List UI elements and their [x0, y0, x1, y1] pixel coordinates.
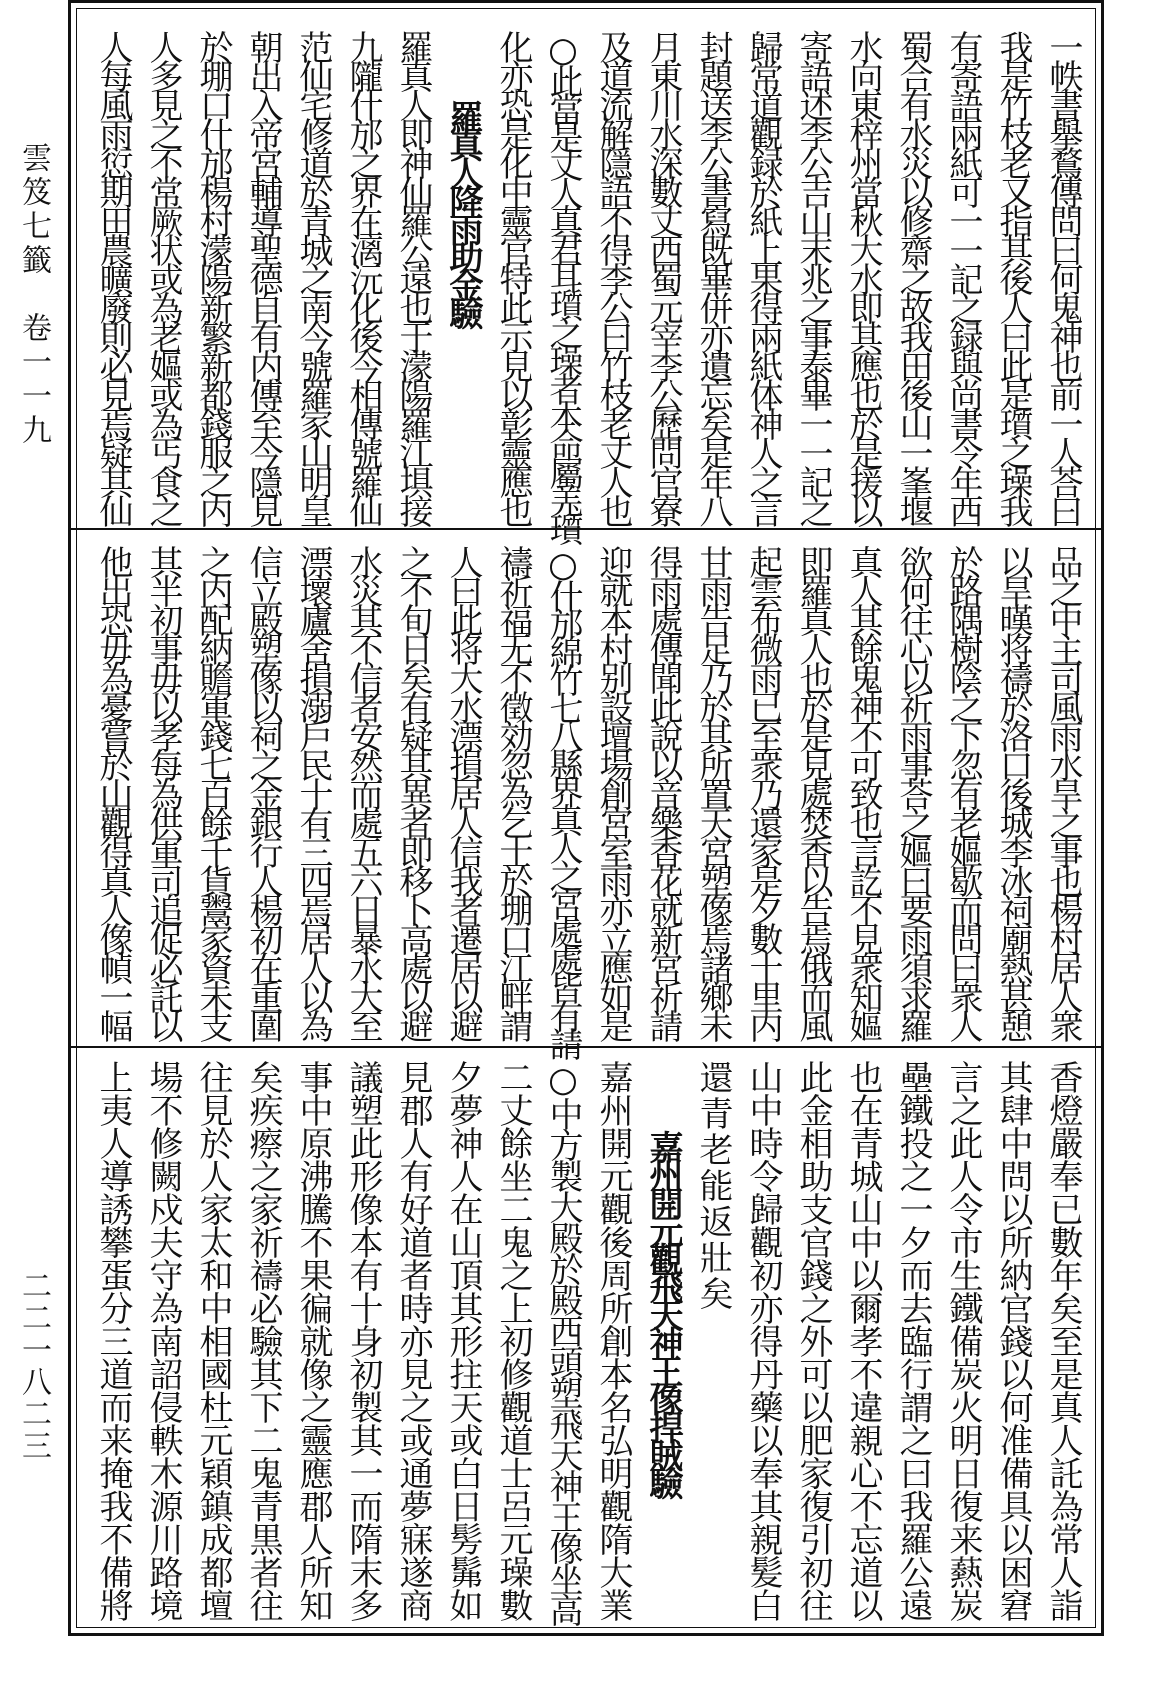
text-column: 議塑此形像本有十身初製其一而隋末多 — [343, 1060, 383, 1621]
text-column: 之内配納贍軍錢七百餘千貨鬻家資未支 — [193, 545, 233, 1038]
text-column: 即羅真人也於是見處焚香以告焉俄而風 — [793, 545, 833, 1038]
book-title: 雲笈七籤 卷一一九 — [16, 142, 51, 448]
text-column: 九隴什邡之界在漓沅化後今相傳號羅仙 — [343, 30, 383, 523]
text-column: 漂壞廬舍損溺戶民十有三四焉居人以為 — [293, 545, 333, 1038]
text-column: 化亦恐是化中靈官特此示見以彰靈應也 — [493, 30, 533, 523]
text-column: 人多見之不常厥状或為老嫗或為丐食之 — [143, 30, 183, 523]
text-column: 香燈嚴奉已數年矣至是真人託為常人詣 — [1043, 1060, 1083, 1621]
text-column: 朝出入帝宮輔導聖德自有内傳至今隱見 — [243, 30, 283, 523]
text-column: 見郡人有好道者時亦見之或通夢寐遂商 — [393, 1060, 433, 1621]
text-column: 二丈餘坐二鬼之上初修觀道士呂元璪數 — [493, 1060, 533, 1621]
text-column: 也在青城山中以爾孝不違親心不忘道以 — [843, 1060, 883, 1621]
text-column: 水災其不信者安然而處五六日暴水大至 — [343, 545, 383, 1038]
register-divider — [68, 528, 1104, 530]
text-column: 還青老能返壯矣 — [693, 1060, 733, 1312]
text-column: 以旱暵将禱於洛口後城李冰祠廟熱甚憩 — [993, 545, 1033, 1038]
text-column: 人曰此将大水漂損居人信我者遷居以避 — [443, 545, 483, 1038]
text-column: 歸常道觀録於紙上果得兩紙体神人之言 — [743, 30, 783, 523]
register-middle — [90, 545, 1090, 1055]
text-column: 其肆中問以所納官錢以何准備具以困窘 — [993, 1060, 1033, 1621]
page-number: 二二一八二三 — [16, 1270, 51, 1462]
text-column: 欲何往心以祈雨事荅之嫗曰要雨須求羅 — [893, 545, 933, 1038]
text-column: 上夷人導誘攀蛋分三道而来掩我不備將 — [93, 1060, 133, 1621]
text-column: 言之此人令市生鐵備炭火明日復来爇炭 — [943, 1060, 983, 1621]
text-column: 寄語述李公吉山末兆之事泰畢一一記之 — [793, 30, 833, 523]
text-column: 得雨處傳聞此說以音樂香花就新宮祈請 — [643, 545, 683, 1038]
text-column: 真人其餘鬼神不可致也言訖不見衆知嫗 — [843, 545, 883, 1038]
text-column: 蜀合有水災以修齋之故我田後山一峯堰 — [893, 30, 933, 523]
text-column: 有寄語兩紙可一一記之録與尚書令年西 — [943, 30, 983, 523]
text-column: 及道流解隱語不得李公曰竹枝老丈人也 — [593, 30, 633, 523]
text-column: 人每風雨愆期田農曠廢則必見焉疑其仙 — [93, 30, 133, 523]
text-column: ○什邡綿竹七八縣界真人之宮處處皆有請 — [543, 545, 583, 1055]
text-column: 迎就本村别設壇場創宮室雨亦立應如是 — [593, 545, 633, 1038]
text-column: 夕夢神人在山頂其形拄天或白日髣髴如 — [443, 1060, 483, 1621]
text-column: 禱祈福无不徵効忽為乞士於堋口江畔謂 — [493, 545, 533, 1038]
text-column: 其半初事毋以孝每為供軍司追促必託以 — [143, 545, 183, 1038]
text-column: 月東川水深數丈西蜀元宰李公歷問官寮 — [643, 30, 683, 523]
text-column: 信立殿塑像以祠之金銀行人楊初在重圍 — [243, 545, 283, 1038]
text-column: 品之中主司風雨水旱之事也楊村居人衆 — [1043, 545, 1083, 1038]
text-column: 我是竹枝老又指其後人曰此是瓆之璪我 — [993, 30, 1033, 523]
section-heading: 羅真人降雨助金驗 — [443, 100, 483, 324]
text-column: 場不修闕戍夫守為南詔侵軼木源川路境 — [143, 1060, 183, 1621]
text-column: 壘鐵投之一夕而去臨行謂之曰我羅公遠 — [893, 1060, 933, 1621]
text-column: ○此當是丈人真君耳瓆之璪者本命屬𦍑瓆 — [543, 30, 583, 540]
text-column: 矣疾瘵之家祈禱必驗其下二鬼青黒者往 — [243, 1060, 283, 1621]
text-column: ○中方製大殿於殿西頭塑飛天神王像坐高 — [543, 1060, 583, 1624]
register-top — [90, 30, 1090, 540]
text-column: 甘雨告足乃於其所置天宮塑像焉諸鄉未 — [693, 545, 733, 1038]
text-column: 他出恐毋為憂嘗於山觀得真人像幀一幅 — [93, 545, 133, 1038]
text-column: 之不旬日矣有疑其異者即移卜高處以避 — [393, 545, 433, 1038]
text-column: 起雲布微雨已至衆乃還家是夕數十里内 — [743, 545, 783, 1038]
text-column: 於堋口什邡楊村濛陽新繁新都錢服之内 — [193, 30, 233, 523]
text-column: 事中原沸騰不果徧就像之靈應郡人所知 — [293, 1060, 333, 1621]
text-column: 封題送李公書寫既畢併亦遺忘矣是年八 — [693, 30, 733, 523]
text-column: 羅真人即神仙羅公遠也于濛陽羅江埧接 — [393, 30, 433, 523]
register-divider — [68, 1046, 1104, 1048]
section-heading: 嘉州開元觀飛天神王像捍賊驗 — [643, 1130, 683, 1494]
text-column: 於路隅樹陰之下忽有老嫗歇而問曰衆人 — [943, 545, 983, 1038]
text-column: 水向東梓州當秋大水即其應也於是援以 — [843, 30, 883, 523]
text-column: 往見於人家太和中相國杜元穎鎮成都壇 — [193, 1060, 233, 1621]
text-column: 山中時令歸觀初亦得丹藥以奉其親髪白 — [743, 1060, 783, 1621]
text-column: 此金相助支官錢之外可以肥家復引初往 — [793, 1060, 833, 1621]
text-column: 嘉州開元觀後周所創本名弘明觀隋大業 — [593, 1060, 633, 1621]
register-bottom — [90, 1060, 1090, 1625]
text-column: 一帙書舉鶩傳問曰何鬼神也前一人荅曰 — [1043, 30, 1083, 523]
text-column: 范仙宅修道於青城之南今號羅家山明皇 — [293, 30, 333, 523]
left-margin — [0, 0, 68, 1641]
